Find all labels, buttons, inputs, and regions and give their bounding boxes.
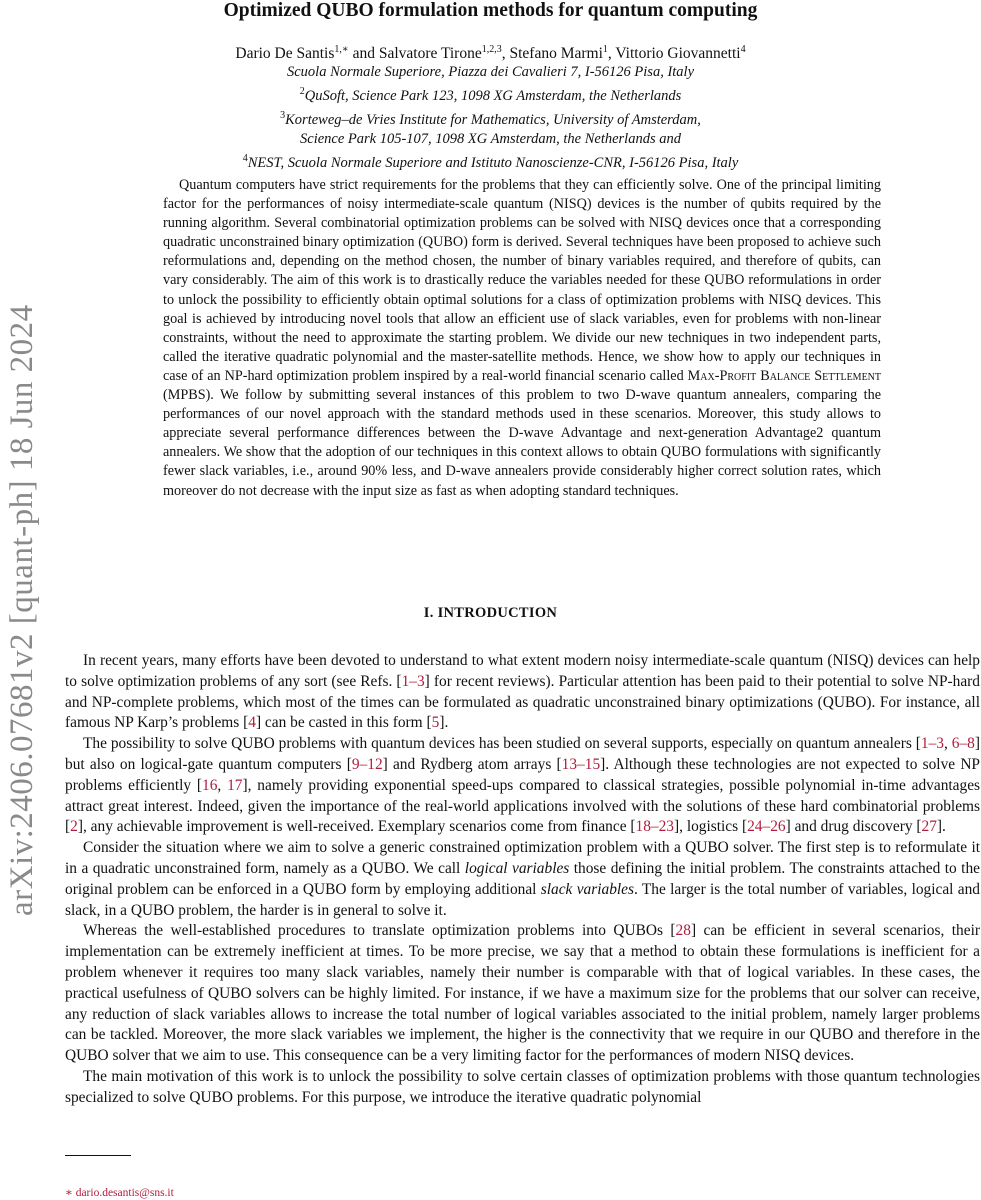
problem-name: Max-Profit Balance Settlement xyxy=(687,367,882,384)
affiliation-line xyxy=(0,149,981,173)
citation-link[interactable]: 1–3 xyxy=(920,735,944,753)
introduction-body xyxy=(65,651,980,1109)
affiliation-list xyxy=(0,63,981,172)
citation-link[interactable]: 2 xyxy=(70,818,78,836)
affiliation-line: Scuola Normale Superiore, Piazza dei Cavalieri 7, I-56126 Pisa, Italy xyxy=(286,64,695,80)
affiliation-line xyxy=(0,82,981,106)
citation-link[interactable]: 16 xyxy=(202,776,218,794)
citation-link[interactable]: 13–15 xyxy=(561,755,601,773)
citation-link[interactable]: 17 xyxy=(227,776,243,794)
section-heading: I. INTRODUCTION xyxy=(423,605,558,621)
footnote-mark: ∗ xyxy=(65,1187,73,1199)
paper-title: Optimized QUBO formulation methods for quantum computing xyxy=(223,0,758,21)
author-affiliation-mark: 1,∗ xyxy=(334,44,349,55)
author-name: Dario De Santis xyxy=(235,45,335,63)
footnote-divider xyxy=(65,1155,131,1156)
affiliation-line xyxy=(0,106,981,130)
affiliation-text: Korteweg–de Vries Institute for Mathematics, University of Amsterdam, xyxy=(285,111,701,128)
citation-link[interactable]: 9–12 xyxy=(351,755,383,773)
citation-link[interactable]: 4 xyxy=(248,714,256,732)
citation-link[interactable]: 1–3 xyxy=(401,672,425,690)
author-name: Salvatore Tirone xyxy=(378,45,482,63)
author-affiliation-mark: 1 xyxy=(602,44,608,55)
paragraph: The possibility to solve QUBO problems with quantum devices has been studied on several supports, especially on quantum annealers [1–3, 6–8] but also on logical-gate quantum computers [9–12] and Rydberg atom arrays [13–15]. Although these technologies are not expected to solve NP problems efficiently [16, 17], namely providing exponential speed-ups compared to classical strategies, possible polynomial in-time advantages attract great interest. Indeed, given the importance of the real-world applications involved with the solutions of these hard combinatorial problems [2], any achievable improvement is well-received. Exemplary scenarios come from finance [18–23], logistics [24–26] and drug discovery [27]. xyxy=(65,735,981,836)
paragraph: In recent years, many efforts have been devoted to understand to what extent modern noisy intermediate-scale quantum (NISQ) devices can help to solve optimization problems of any sort (see Refs. [1–3] for recent reviews). Particular attention has been paid to their potential to solve NP-hard and NP-complete problems, which most of the times can be formulated as quadratic unconstrained binary optimizations (QUBO). For instance, all famous NP Karp’s problems [4] can be casted in this form [5]. xyxy=(65,652,980,732)
author-name: Stefano Marmi xyxy=(509,45,603,63)
citation-link[interactable]: 24–26 xyxy=(747,818,786,836)
paragraph: Consider the situation where we aim to solve a generic constrained optimization problem with a QUBO solver. The first step is to reformulate it in a quadratic unconstrained form, namely as a QUBO. We call logical variables those defining the initial problem. The constraints attached to the original problem can be enforced in a QUBO form by employing additional slack variables. The larger is the total number of variables, logical and slack, in a QUBO problem, the harder is in general to solve it. xyxy=(65,839,980,919)
paragraph: Whereas the well-established procedures to translate optimization problems into QUBOs [28] can be efficient in several scenarios, their implementation can be extremely inefficient at times. To be more precise, we say that a method to obtain these formulations is inefficient for a problem whenever it requires too many slack variables, namely their number is comparable with that of logical variables. In these cases, the practical usefulness of QUBO solvers can be highly limited. For instance, if we have a maximum size for the problems that our solver can receive, any reduction of slack variables allows to increase the total number of logical variables associated to the initial problem, namely larger problems can be tackled. Moreover, the more slack variables we implement, the higher is the connectivity that we require in our QUBO and therefore in the QUBO solver that we aim to use. This consequence can be a very limiting factor for the performances of modern NISQ devices. xyxy=(65,922,980,1065)
affiliation-mark: 4 xyxy=(242,152,248,164)
citation-link[interactable]: 27 xyxy=(921,818,937,836)
citation-link[interactable]: 5 xyxy=(431,714,440,732)
affiliation-text: QuSoft, Science Park 123, 1098 XG Amsterdam, the Netherlands xyxy=(304,87,682,104)
affiliation-text: NEST, Scuola Normale Superiore and Istituto Nanoscienze-CNR, I-56126 Pisa, Italy xyxy=(247,154,739,171)
citation-link[interactable]: 18–23 xyxy=(635,818,674,836)
citation-link[interactable]: 28 xyxy=(675,922,691,940)
abstract-text: Quantum computers have strict requirements for the problems that they can efficiently solve. One of the principal limiting factor for the performances of noisy intermediate-scale quantum (NISQ) devices is the number of qubits required by the running algorithm. Several combinatorial optimization problems can be solved with NISQ devices once that a corresponding quadratic unconstrained binary optimization (QUBO) form is derived. Several techniques have been proposed to achieve such reformulations and, depending on the method chosen, the number of binary variables required, and therefore of qubits, can vary considerably. The aim of this work is to drastically reduce the variables needed for these QUBO reformulations in order to unlock the possibility to efficiently obtain optimal solutions for a class of optimization problems with NISQ devices. This goal is achieved by introducing novel tools that allow an efficient use of slack variables, even for problems with non-linear constraints, without the need to approximate the starting problem. We divide our new techniques in two independent parts, called the iterative quadratic polynomial and the master-satellite methods. Hence, we show how to apply our techniques in case of an NP-hard optimization problem inspired by a real-world financial scenario called xyxy=(163,177,881,384)
author-affiliation-mark: 4 xyxy=(740,44,746,55)
abstract-text: (MPBS). We follow by submitting several instances of this problem to two D-wave quantum annealers, comparing the performances of our novel approach with the standard methods used in these scenarios. Moreover, this study allows to appreciate several performance differences between the D-wave Advantage and next-generation Advantage2 quantum annealers. We show that the adoption of our techniques in this context allows to obtain QUBO formulations with significantly fewer slack variables, i.e., around 90% less, and D-wave annealers provide considerably higher correct solution rates, which moreover do not decrease with the input size as fast as when adopting standard techniques. xyxy=(163,387,881,499)
affiliation-line: Science Park 105-107, 1098 XG Amsterdam, the Netherlands and xyxy=(300,130,681,147)
author-affiliation-mark: 1,2,3 xyxy=(481,44,502,55)
affiliation-mark: 2 xyxy=(299,86,305,97)
author-name: Vittorio Giovannetti xyxy=(615,45,741,63)
abstract xyxy=(163,176,881,501)
arxiv-identifier-stamp: arXiv:2406.07681v2 [quant-ph] 18 Jun 2024 xyxy=(4,304,40,916)
citation-link[interactable]: 6–8 xyxy=(951,735,975,753)
footnote xyxy=(65,1185,174,1199)
author-list: Dario De Santis$^{1,∗}$ and Salvatore Tirone$^{1,2,3}$, Stefano Marmi$^1$, Vittorio Giovannetti$^4$ xyxy=(235,44,746,63)
paragraph: The main motivation of this work is to unlock the possibility to solve certain classes of optimization problems with those quantum technologies specialized to solve QUBO problems. For this purpose, we introduce the iterative quadratic polynomial xyxy=(65,1067,980,1106)
affiliation-mark: 3 xyxy=(280,109,286,121)
email-link[interactable]: dario.desantis@sns.it xyxy=(75,1187,174,1199)
emphasis: logical variables xyxy=(464,859,570,877)
emphasis: slack variables xyxy=(540,880,634,898)
author-conjunction: and xyxy=(348,45,379,63)
